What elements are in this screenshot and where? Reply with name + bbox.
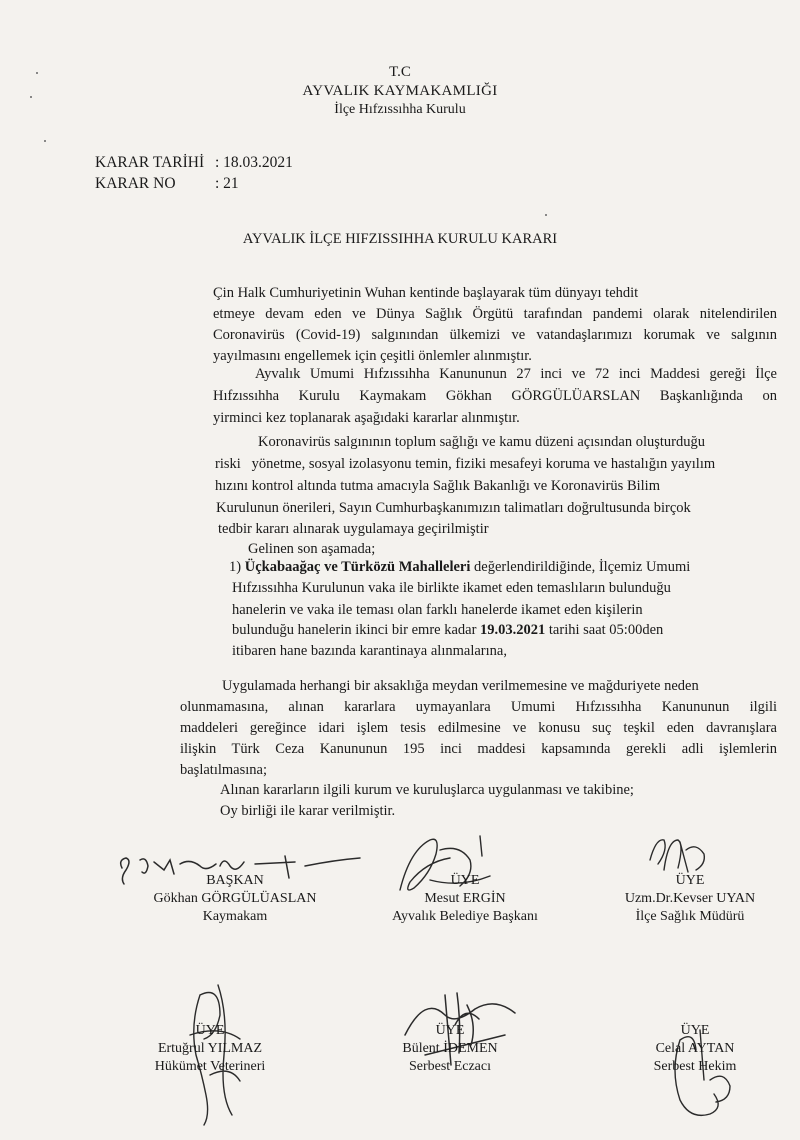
p5-line: Oy birliği ile karar verilmiştir.	[220, 803, 396, 819]
signature-name: Gökhan GÖRGÜLÜASLAN	[153, 891, 317, 906]
karar-tarihi-label: KARAR TARİHİ	[95, 154, 205, 171]
scan-speck	[36, 72, 38, 74]
signature-role: ÜYE	[680, 1023, 710, 1038]
signature-role: ÜYE	[435, 1023, 465, 1038]
signature-name: Celal AYTAN	[655, 1041, 735, 1056]
p1-line: yayılmasını engellemek için çeşitli önlemler alınmıştır.	[213, 348, 532, 364]
p1-line: Çin Halk Cumhuriyetinin Wuhan kentinde başlayarak tüm dünyayı tehdit	[213, 285, 639, 301]
signature-title: Serbest Eczacı	[408, 1059, 491, 1074]
p5-line: Alınan kararların ilgili kurum ve kuruluşlarca uygulanması ve takibine;	[220, 782, 634, 798]
p5-line: Uygulamada herhangi bir aksaklığa meydan verilmemesine ve mağduriyete neden	[222, 678, 699, 694]
p4-item-rest: değerlendirildiğinde, İlçemiz Umumi	[470, 559, 691, 575]
scan-speck	[44, 140, 46, 142]
signature-role: BAŞKAN	[206, 873, 264, 888]
signature-role: ÜYE	[195, 1023, 225, 1038]
p3-line: tedbir kararı alınarak uygulamaya geçirilmiştir	[218, 521, 489, 537]
header-kaymakamlik: AYVALIK KAYMAKAMLIĞI	[302, 83, 498, 99]
p4-item-prefix: 1)	[229, 559, 245, 575]
signature-uyan	[590, 872, 790, 926]
karar-no-label: KARAR NO	[95, 175, 176, 192]
p4-line: hanelerin ve vaka ile teması olan farklı hanelerde ikamet eden kişilerin	[232, 602, 643, 618]
signature-role: ÜYE	[450, 873, 480, 888]
p5-line: ilişkin Türk Ceza Kanununun 195 inci maddesi kapsamında gerekli adli işlemlerin	[180, 741, 777, 757]
p4-date-line	[232, 620, 663, 642]
p1-line: Coronavirüs (Covid-19) salgınından ülkemizi ve vatandaşlarımızı korumak ve salgının	[213, 327, 777, 343]
header-kurul: İlçe Hıfzıssıhha Kurulu	[334, 102, 466, 117]
signature-aytan	[600, 1022, 790, 1076]
signature-role: ÜYE	[675, 873, 705, 888]
p2-line: Hıfzıssıhha Kurulu Kaymakam Gökhan GÖRGÜLÜARSLAN Başkanlığında on	[213, 388, 777, 404]
karar-no-row	[95, 175, 239, 193]
signature-baskan	[120, 872, 350, 926]
p3-line: Kurulunun önerileri, Sayın Cumhurbaşkanımızın talimatları doğrultusunda birçok	[216, 500, 691, 516]
scan-speck	[30, 96, 32, 98]
p4-date: 19.03.2021	[480, 622, 546, 638]
karar-no-value: : 21	[215, 175, 239, 192]
p2-line: Ayvalık Umumi Hıfzıssıhha Kanununun 27 inci ve 72 inci Maddesi gereği İlçe	[255, 366, 777, 382]
signature-yilmaz	[95, 1022, 325, 1076]
signature-title: İlçe Sağlık Müdürü	[635, 909, 745, 924]
p1-line: etmeye devam eden ve Dünya Sağlık Örgütü tarafından pandemi olarak nitelendirilen	[213, 306, 777, 322]
header-tc: T.C	[389, 64, 411, 80]
scan-speck	[545, 214, 547, 216]
signature-title: Serbest Hekim	[653, 1059, 737, 1074]
signature-name: Bülent İDEMEN	[402, 1041, 498, 1056]
karar-tarihi-row	[95, 154, 293, 172]
p3-line: Koronavirüs salgınının toplum sağlığı ve kamu düzeni açısından oluşturduğu	[258, 434, 706, 450]
p4-date-text-a: bulunduğu hanelerin ikinci bir emre kadar	[232, 622, 481, 638]
p4-mahalleler: Üçkabaağaç ve Türközü Mahalleleri	[244, 559, 471, 575]
p4-line: itibaren hane bazında karantinaya alınmalarına,	[232, 643, 507, 659]
signature-title: Kaymakam	[202, 909, 268, 924]
p5-line: olunmamasına, alınan kararlara uymayanlara Umumi Hıfzıssıhha Kanununun ilgili	[180, 699, 777, 715]
p4-line: Hıfzıssıhha Kurulunun vaka ile birlikte ikamet eden temaslıların bulunduğu	[232, 580, 671, 596]
signature-title: Hükümet Veterineri	[154, 1059, 266, 1074]
p3-line: riski yönetme, sosyal izolasyonu temin, fiziki mesafeyi koruma ve hastalığın yayılım	[215, 456, 716, 472]
signature-name: Mesut ERGİN	[424, 891, 506, 906]
p4-date-text-b: tarihi saat 05:00den	[545, 622, 664, 638]
p5-line: maddeleri gereğince idari işlem tesis edilmesine ve konusu suç teşkil eden davranışlara	[180, 720, 777, 736]
p4-line: Gelinen son aşamada;	[248, 541, 376, 557]
karar-tarihi-value: : 18.03.2021	[215, 154, 293, 171]
signature-ergin	[350, 872, 580, 926]
signature-title: Ayvalık Belediye Başkanı	[392, 909, 538, 924]
p2-line: yirminci kez toplanarak aşağıdaki kararlar alınmıştır.	[213, 410, 520, 426]
p3-line: hızını kontrol altında tutma amacıyla Sağlık Bakanlığı ve Koronavirüs Bilim	[215, 478, 660, 494]
signature-idemen	[335, 1022, 565, 1076]
signature-name: Ertuğrul YILMAZ	[157, 1041, 263, 1056]
document-title: AYVALIK İLÇE HIFZISSIHHA KURULU KARARI	[242, 231, 558, 247]
p4-item-1	[229, 557, 690, 579]
p5-line: başlatılmasına;	[180, 762, 267, 778]
signature-name: Uzm.Dr.Kevser UYAN	[624, 891, 756, 906]
